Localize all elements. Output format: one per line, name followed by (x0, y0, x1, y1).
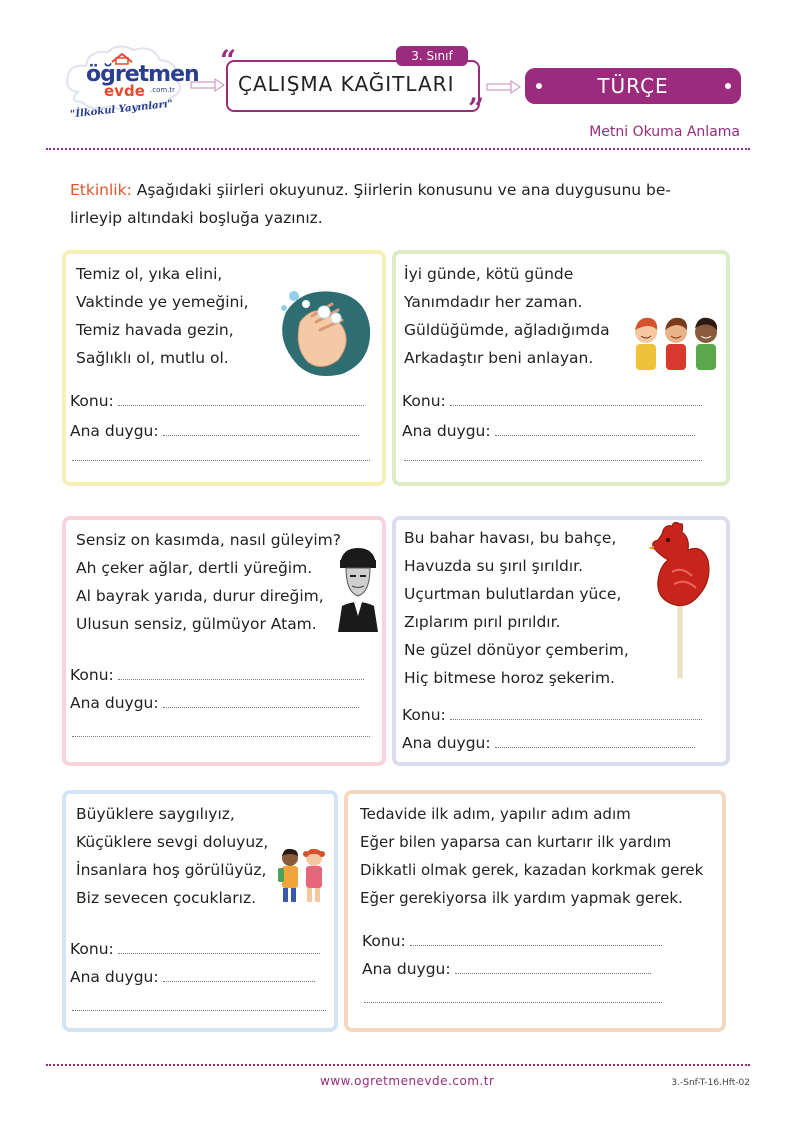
konu-label: Konu: (402, 392, 446, 410)
konu-field-4[interactable] (402, 706, 702, 724)
poem-line: Hiç bitmese horoz şekerim. (404, 669, 615, 687)
answer-line[interactable] (410, 933, 662, 946)
ana-duygu-field-4[interactable] (402, 734, 695, 752)
close-quote-mark: ” (468, 92, 485, 125)
ana-duygu-label: Ana duygu: (402, 734, 491, 752)
ana-duygu-label: Ana duygu: (402, 422, 491, 440)
answer-line[interactable] (404, 460, 702, 461)
answer-line[interactable] (118, 667, 364, 680)
poem-line: İnsanlara hoş görülüyüz, (76, 861, 267, 879)
answer-line[interactable] (450, 707, 702, 720)
ana-duygu-field-6[interactable] (362, 960, 651, 978)
document-code: 3.-Snf-T-16.Hft-02 (671, 1078, 750, 1088)
open-quote-mark: “ (220, 44, 237, 77)
arrow-right-icon (486, 80, 522, 94)
poem-line: Sensiz on kasımda, nasıl güleyim? (76, 531, 341, 549)
poem-line: Bu bahar havası, bu bahçe, (404, 529, 617, 547)
poem-line: Temiz havada gezin, (76, 321, 234, 339)
ana-duygu-label: Ana duygu: (70, 422, 159, 440)
poem-line: Biz sevecen çocuklarız. (76, 889, 257, 907)
instruction-label: Etkinlik: (70, 181, 132, 199)
page-title: ÇALIŞMA KAĞITLARI (238, 72, 455, 96)
poem-line: Eğer gerekiyorsa ilk yardım yapmak gerek. (360, 889, 683, 907)
ana-duygu-label: Ana duygu: (362, 960, 451, 978)
poem-line: Güldüğümde, ağladığımda (404, 321, 610, 339)
poem-5 (76, 800, 268, 912)
poem-line: Dikkatli olmak gerek, kazadan korkmak gerek (360, 861, 704, 879)
poem-line: Yanımdadır her zaman. (404, 293, 583, 311)
poem-line: Vaktinde ye yemeğini, (76, 293, 249, 311)
school-kids-icon (276, 846, 328, 906)
hand-washing-icon (272, 282, 376, 382)
rooster-candy-icon (648, 520, 712, 678)
konu-field-1[interactable] (70, 392, 364, 410)
poem-line: Uçurtman bulutlardan yüce, (404, 585, 622, 603)
poem-line: Havuzda su şırıl şırıldır. (404, 557, 584, 575)
answer-line[interactable] (364, 1002, 662, 1003)
answer-line[interactable] (72, 1010, 326, 1011)
children-friends-icon (628, 312, 724, 372)
poem-line: Ah çeker ağlar, dertli yüreğim. (76, 559, 313, 577)
subject-label: TÜRÇE (597, 74, 669, 98)
konu-field-2[interactable] (402, 392, 702, 410)
konu-label: Konu: (70, 666, 114, 684)
poem-line: Eğer bilen yaparsa can kurtarır ilk yardım (360, 833, 672, 851)
poem-3 (76, 526, 341, 638)
footer-website-link[interactable]: www.ogretmenevde.com.tr (320, 1074, 495, 1088)
grade-badge: 3. Sınıf (396, 46, 468, 66)
konu-label: Konu: (70, 392, 114, 410)
answer-line[interactable] (118, 393, 364, 406)
ana-duygu-label: Ana duygu: (70, 968, 159, 986)
konu-label: Konu: (70, 940, 114, 958)
konu-field-6[interactable] (362, 932, 662, 950)
poem-line: İyi günde, kötü günde (404, 265, 574, 283)
answer-line[interactable] (118, 941, 320, 954)
instruction-text (70, 176, 730, 232)
poem-line: Tedavide ilk adım, yapılır adım adım (360, 805, 631, 823)
answer-line[interactable] (163, 969, 315, 982)
konu-label: Konu: (362, 932, 406, 950)
header-divider (46, 148, 750, 150)
answer-line[interactable] (163, 695, 359, 708)
answer-line[interactable] (72, 736, 370, 737)
logo-sub-text: evde (104, 82, 145, 100)
konu-field-5[interactable] (70, 940, 320, 958)
poem-line: Zıplarım pırıl pırıldır. (404, 613, 561, 631)
poem-line: Temiz ol, yıka elini, (76, 265, 223, 283)
poem-line: Büyüklere saygılıyız, (76, 805, 235, 823)
logo-domain: .com.tr (150, 86, 176, 94)
poem-6 (360, 800, 703, 912)
answer-line[interactable] (455, 961, 651, 974)
instruction-line-1: Aşağıdaki şiirleri okuyunuz. Şiirlerin konusunu ve ana duygusunu be- (131, 181, 671, 199)
answer-line[interactable] (495, 735, 695, 748)
ana-duygu-field-1[interactable] (70, 422, 359, 440)
poem-line: Arkadaştır beni anlayan. (404, 349, 594, 367)
answer-line[interactable] (72, 460, 370, 461)
konu-label: Konu: (402, 706, 446, 724)
poem-4 (404, 524, 629, 692)
ana-duygu-field-2[interactable] (402, 422, 695, 440)
logo-main-text: öğretmen (86, 62, 199, 87)
ana-duygu-label: Ana duygu: (70, 694, 159, 712)
instruction-line-2: lirleyip altındaki boşluğa yazınız. (70, 209, 323, 227)
poem-line: Al bayrak yarıda, durur direğim, (76, 587, 324, 605)
ana-duygu-field-3[interactable] (70, 694, 359, 712)
poem-2 (404, 260, 610, 372)
konu-field-3[interactable] (70, 666, 364, 684)
footer-divider (46, 1064, 750, 1066)
poem-line: Ne güzel dönüyor çemberim, (404, 641, 629, 659)
poem-line: Ulusun sensiz, gülmüyor Atam. (76, 615, 317, 633)
ataturk-portrait-icon (334, 546, 380, 632)
topic-label: Metni Okuma Anlama (589, 124, 740, 140)
logo-tagline: "İlkokul Yayınları" (69, 98, 174, 121)
answer-line[interactable] (495, 423, 695, 436)
answer-line[interactable] (163, 423, 359, 436)
poem-line: Sağlıklı ol, mutlu ol. (76, 349, 229, 367)
arrow-right-icon (190, 78, 226, 92)
poem-1 (76, 260, 249, 372)
poem-line: Küçüklere sevgi doluyuz, (76, 833, 269, 851)
answer-line[interactable] (450, 393, 702, 406)
ana-duygu-field-5[interactable] (70, 968, 315, 986)
